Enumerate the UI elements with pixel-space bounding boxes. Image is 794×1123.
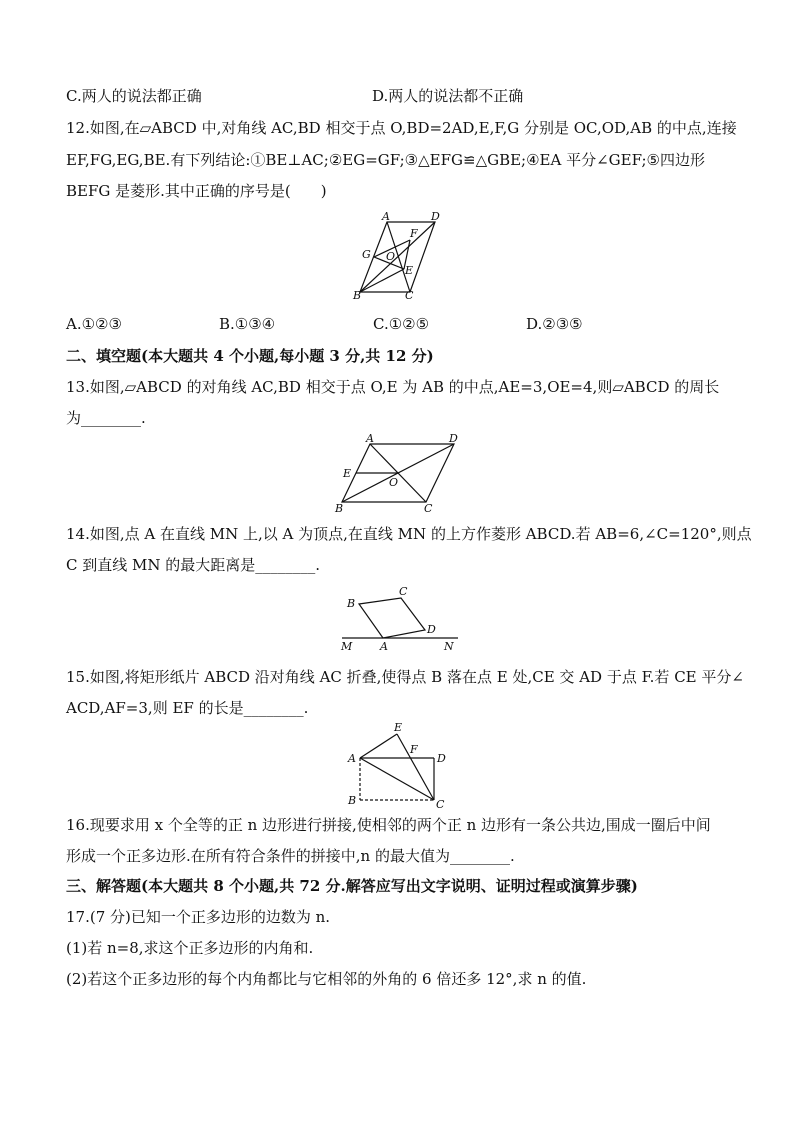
q12-figure (350, 210, 450, 302)
q12-label-b: B (353, 289, 362, 302)
q11-option-d: D.两人的说法都不正确 (372, 87, 524, 105)
q12-label-e: E (405, 264, 414, 277)
q12-label-c: C (405, 289, 414, 302)
q15-label-a: A (348, 752, 356, 765)
q17-text-line1: 17.(7 分)已知一个正多边形的边数为 n. (66, 908, 331, 926)
q12-text-line2: EF,FG,EG,BE.有下列结论:①BE⊥AC;②EG=GF;③△EFG≌△GBE;④EA 平分∠GEF;⑤四边形 (66, 151, 705, 169)
q17-text-line2: (1)若 n=8,求这个正多边形的内角和. (66, 939, 314, 957)
q13-label-e: E (343, 467, 352, 480)
q15-label-f: F (410, 743, 418, 756)
q15-text-line2: ACD,AF=3,则 EF 的长是________. (66, 699, 309, 717)
q16-text-line1: 16.现要求用 x 个全等的正 n 边形进行拼接,使相邻的两个正 n 边形有一条公共边,围成一圈后中间 (66, 816, 711, 834)
q14-label-m: M (341, 640, 353, 653)
q11-option-c: C.两人的说法都正确 (66, 87, 202, 105)
section-3-heading: 三、解答题(本大题共 8 个小题,共 72 分.解答应写出文字说明、证明过程或演算步骤) (66, 877, 638, 895)
q12-label-f: F (410, 227, 418, 240)
q15-label-d: D (437, 752, 446, 765)
q13-label-c: C (424, 502, 433, 514)
q13-label-d: D (449, 432, 458, 445)
q14-label-a: A (380, 640, 388, 653)
q13-figure (330, 432, 466, 514)
q14-label-d: D (427, 623, 436, 636)
q15-label-c: C (436, 798, 445, 810)
q12-diagonal-bd (360, 222, 435, 292)
q15-label-e: E (394, 721, 403, 734)
q12-label-d: D (431, 210, 440, 223)
q13-text-line1: 13.如图,▱ABCD 的对角线 AC,BD 相交于点 O,E 为 AB 的中点,AE=3,OE=4,则▱ABCD 的周长 (66, 378, 720, 396)
q14-text-line2: C 到直线 MN 的最大距离是________. (66, 556, 321, 574)
q12-option-b: B.①③④ (219, 315, 276, 333)
q16-text-line2: 形成一个正多边形.在所有符合条件的拼接中,n 的最大值为________. (66, 847, 515, 865)
q12-option-a: A.①②③ (66, 315, 122, 333)
q12-label-a: A (382, 210, 390, 223)
section-2-heading: 二、填空题(本大题共 4 个小题,每小题 3 分,共 12 分) (66, 347, 434, 365)
q13-text-line2: 为________. (66, 409, 146, 427)
q15-segment-ae (360, 734, 397, 758)
q14-figure (332, 584, 468, 654)
q13-label-a: A (366, 432, 374, 445)
q17-text-line3: (2)若这个正多边形的每个内角都比与它相邻的外角的 6 倍还多 12°,求 n 的值. (66, 970, 587, 988)
q12-text-line1: 12.如图,在▱ABCD 中,对角线 AC,BD 相交于点 O,BD=2AD,E,F,G 分别是 OC,OD,AB 的中点,连接 (66, 119, 737, 137)
q15-text-line1: 15.如图,将矩形纸片 ABCD 沿对角线 AC 折叠,使得点 B 落在点 E 处,CE 交 AD 于点 F.若 CE 平分∠ (66, 668, 744, 686)
q15-figure (342, 718, 452, 810)
q12-option-c: C.①②⑤ (373, 315, 430, 333)
q13-label-b: B (335, 502, 344, 514)
q15-label-b: B (348, 794, 357, 807)
q12-option-d: D.②③⑤ (526, 315, 583, 333)
q13-label-o: O (389, 476, 399, 489)
q12-label-o: O (386, 250, 396, 263)
q12-text-line3: BEFG 是菱形.其中正确的序号是( ) (66, 182, 327, 200)
q14-label-b: B (347, 597, 356, 610)
q14-label-n: N (444, 640, 454, 653)
q14-label-c: C (399, 585, 408, 598)
q12-label-g: G (362, 248, 371, 261)
q14-text-line1: 14.如图,点 A 在直线 MN 上,以 A 为顶点,在直线 MN 的上方作菱形 ABCD.若 AB=6,∠C=120°,则点 (66, 525, 752, 543)
q12-segment-be (360, 269, 404, 292)
q14-rhombus (359, 598, 425, 638)
